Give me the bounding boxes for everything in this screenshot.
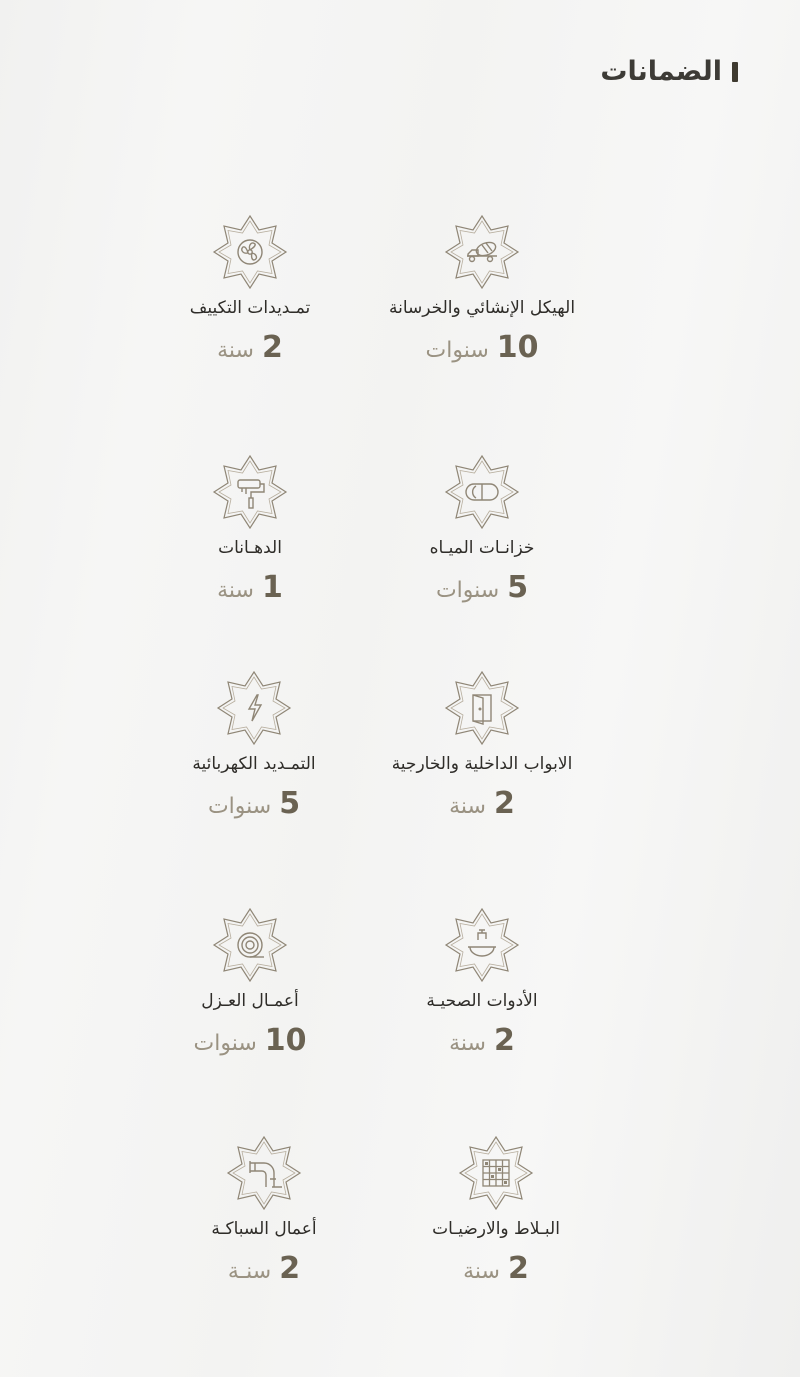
insulation-roll-icon	[210, 905, 290, 985]
warranty-duration	[194, 1023, 307, 1058]
warranty-duration	[449, 786, 515, 821]
warranty-unit: سنوات	[435, 578, 500, 603]
warranty-item-electrical	[124, 668, 384, 821]
warranty-number: 2	[494, 786, 515, 821]
warranty-duration	[208, 786, 300, 821]
warranty-unit: سنة	[449, 794, 486, 819]
warranty-item-plumbing	[134, 1133, 394, 1286]
warranty-number: 5	[507, 570, 529, 605]
warranty-duration	[228, 1251, 300, 1286]
warranty-item-tiles	[366, 1133, 626, 1286]
warranty-duration	[217, 570, 283, 605]
section-header	[600, 56, 738, 87]
pipe-icon	[224, 1133, 304, 1213]
paint-roller-icon	[210, 452, 290, 532]
warranty-duration	[463, 1251, 529, 1286]
warranty-item-water-tanks	[352, 452, 612, 605]
warranty-item-ac	[120, 212, 380, 365]
concrete-mixer-icon	[442, 212, 522, 292]
warranty-item-structure	[352, 212, 612, 365]
warranty-label: أعمال السباكـة	[211, 1219, 317, 1239]
warranty-unit: سنة	[217, 338, 254, 363]
warranty-label: الأدوات الصحيـة	[426, 991, 538, 1011]
warranty-unit: سنوات	[207, 794, 272, 819]
lightning-icon	[214, 668, 294, 748]
warranty-label: تمـديدات التكييف	[189, 298, 311, 318]
warranty-number: 2	[262, 330, 283, 365]
warranty-unit: سنـة	[227, 1259, 272, 1284]
warranty-duration	[426, 330, 539, 365]
warranty-label: الابواب الداخلية والخارجية	[391, 754, 573, 774]
warranty-number: 10	[496, 330, 539, 365]
warranty-duration	[449, 1023, 515, 1058]
header-accent-bar	[732, 62, 738, 82]
warranty-label: الدهـانات	[218, 538, 282, 558]
warranty-number: 2	[494, 1023, 515, 1058]
warranty-unit: سنة	[463, 1259, 500, 1284]
warranty-label: خزانـات الميـاه	[429, 538, 535, 558]
warranty-item-sanitary	[352, 905, 612, 1058]
warranty-label: البـلاط والارضيـات	[432, 1219, 560, 1239]
warranty-unit: سنة	[217, 578, 254, 603]
warranty-duration	[217, 330, 283, 365]
warranty-number: 10	[264, 1023, 307, 1058]
page-title: الضمانات	[600, 56, 722, 87]
warranty-number: 1	[262, 570, 283, 605]
faucet-sink-icon	[442, 905, 522, 985]
warranty-unit: سنة	[449, 1031, 486, 1056]
warranty-label: أعمـال العـزل	[201, 991, 299, 1011]
warranty-number: 2	[279, 1251, 301, 1286]
warranty-unit: سنوات	[425, 338, 489, 363]
warranty-duration	[436, 570, 528, 605]
tiles-icon	[456, 1133, 536, 1213]
door-icon	[442, 668, 522, 748]
warranty-label: التمـديد الكهربائية	[192, 754, 316, 774]
warranty-label: الهيكل الإنشائي والخرسانة	[388, 298, 576, 318]
warranty-unit: سنوات	[193, 1031, 257, 1056]
warranty-item-paints	[120, 452, 380, 605]
ac-fan-icon	[210, 212, 290, 292]
warranty-number: 2	[508, 1251, 529, 1286]
warranty-number: 5	[279, 786, 301, 821]
warranty-item-insulation	[120, 905, 380, 1058]
water-tank-icon	[442, 452, 522, 532]
warranty-item-doors	[352, 668, 612, 821]
